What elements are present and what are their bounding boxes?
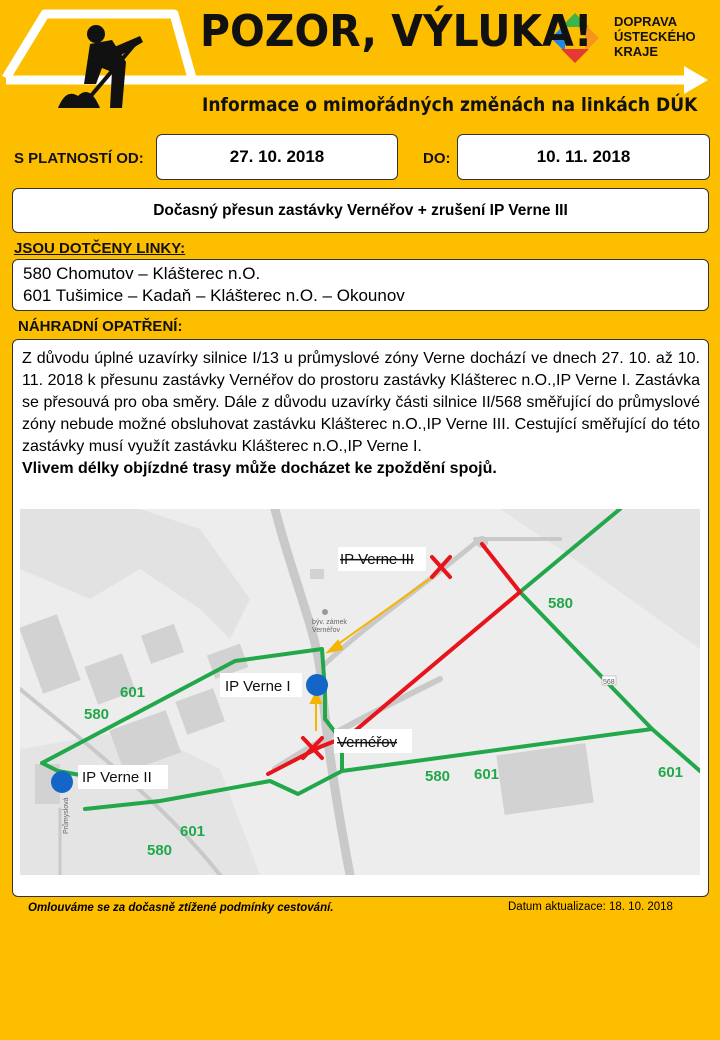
road-number: 568	[603, 679, 615, 686]
lines-heading: JSOU DOTČENY LINKY:	[14, 240, 186, 257]
stop-label-ip-verne-i: IP Verne I	[225, 678, 291, 695]
brand-name	[614, 14, 696, 59]
valid-from-date: 27. 10. 2018	[156, 134, 398, 180]
valid-to-label: DO:	[423, 150, 451, 167]
stop-label-vernerov: Vernéřov	[337, 734, 398, 751]
footer-apology: Omlouváme se za dočasně ztížené podmínky cestování.	[28, 902, 334, 914]
brand-line: KRAJE	[614, 44, 659, 59]
poi-label: Vernéřov	[312, 627, 341, 634]
line-item: 580 Chomutov – Klášterec n.O.	[23, 264, 261, 283]
line-label-580: 580	[425, 768, 451, 785]
line-label-601: 601	[658, 764, 684, 781]
stop-marker-ip-verne-i	[306, 674, 328, 696]
line-item: 601 Tušimice – Kadaň – Klášterec n.O. – Okounov	[23, 286, 405, 305]
brand-line: ÚSTECKÉHO	[614, 29, 696, 44]
notice-title: Dočasný přesun zastávky Vernéřov + zrušení IP Verne III	[12, 188, 709, 233]
line-label-601: 601	[180, 823, 206, 840]
line-label-580: 580	[84, 706, 110, 723]
delay-warning: Vlivem délky objízdné trasy může docházet ke zpoždění spojů.	[22, 460, 497, 477]
stop-label-ip-verne-ii: IP Verne II	[82, 769, 152, 786]
measures-text: Z důvodu úplné uzavírky silnice I/13 u průmyslové zóny Verne dochází ve dnech 27. 10. až 10. 11. 2018 k přesunu zastávky Vernéřov do prostoru zastávky Klášterec n.O.,IP Verne I. Zastávka se přesouvá pro oba směry. Dále z důvodu uzavírky části silnice II/568 směřující do průmyslové zóny nebude možné obsluhovat zastávku Klášterec n.O.,IP Verne III. Cestující směřující do této zastávky musí využít zastávku Klášterec n.O.,IP Verne I.	[22, 350, 700, 455]
poi-icon	[322, 609, 328, 615]
stop-label-ip-verne-iii: IP Verne III	[340, 551, 414, 568]
line-label-580: 580	[147, 842, 173, 859]
page-title: POZOR, VÝLUKA!	[200, 6, 593, 57]
affected-lines-box	[12, 259, 709, 311]
measures-heading: NÁHRADNÍ OPATŘENÍ:	[18, 318, 183, 335]
poi-label: býv. zámek	[312, 619, 347, 626]
footer-updated: Datum aktualizace: 18. 10. 2018	[508, 901, 673, 913]
line-label-580: 580	[548, 595, 574, 612]
line-label-601: 601	[120, 684, 146, 701]
measures-box	[12, 339, 709, 897]
road-worker-icon	[58, 25, 143, 108]
page-subtitle: Informace o mimořádných změnách na linkách DÚK	[202, 94, 698, 116]
measures-text-block	[22, 348, 700, 480]
header-arrow-head	[684, 66, 708, 94]
brand-line: DOPRAVA	[614, 14, 678, 29]
valid-from-label: S PLATNOSTÍ OD:	[14, 150, 144, 167]
detour-map	[20, 509, 700, 875]
street-label: Průmyslová	[63, 797, 70, 834]
stop-marker-ip-verne-ii	[51, 771, 73, 793]
valid-to-date: 10. 11. 2018	[457, 134, 710, 180]
line-label-601: 601	[474, 766, 500, 783]
